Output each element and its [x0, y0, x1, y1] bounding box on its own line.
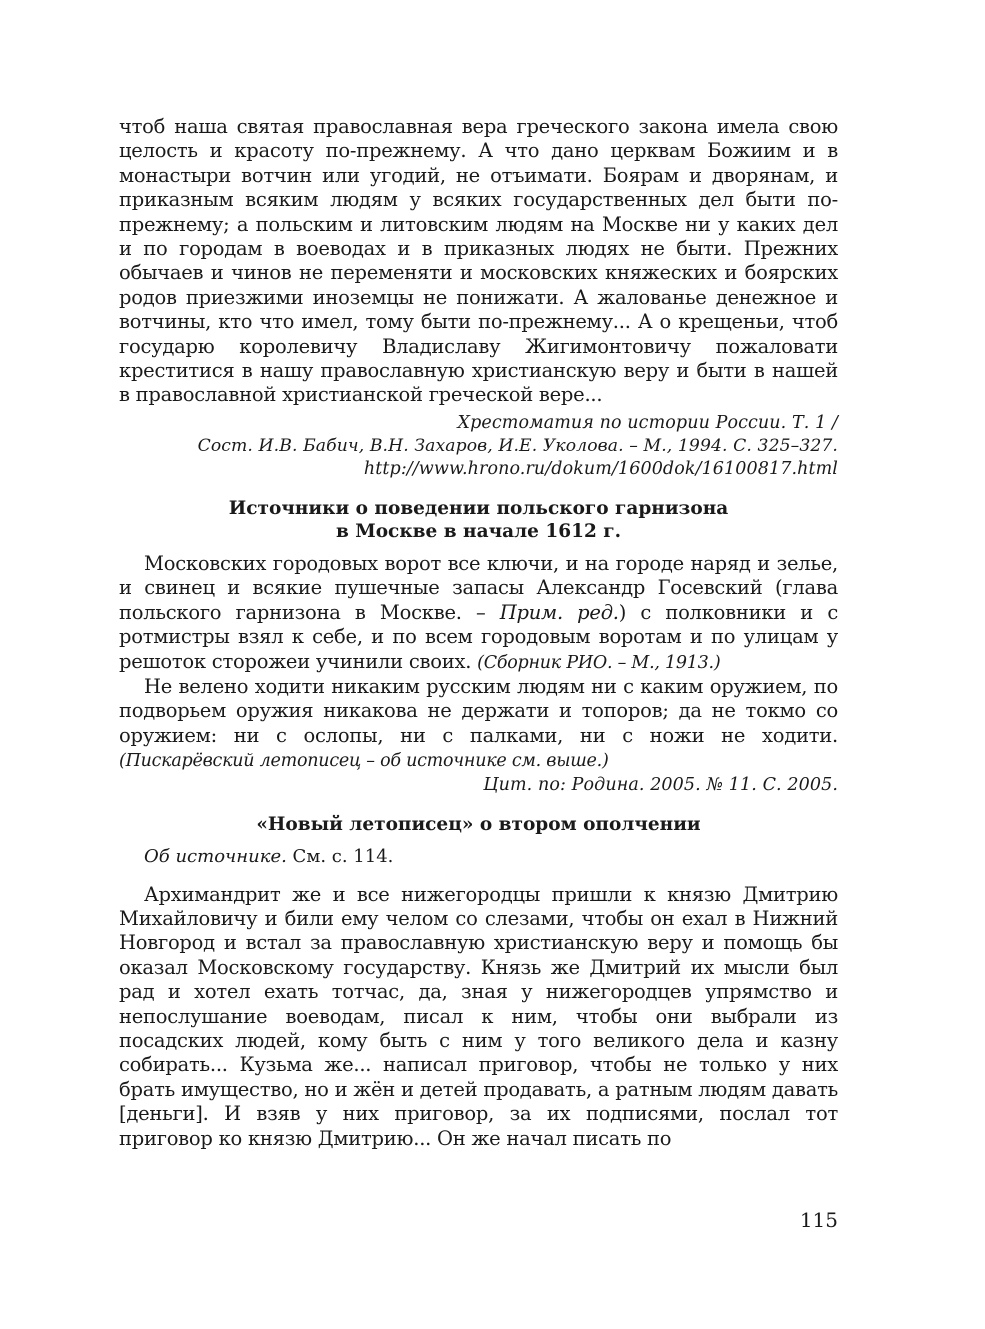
source-1-url: http://www.hrono.ru/dokum/1600dok/16100817.html	[363, 458, 838, 479]
page-content	[119, 115, 838, 1151]
section-2-paragraph: Архимандрит же и все нижегородцы пришли к князю Дмитрию Михайловичу и били ему челом со слезами, чтобы он ехал в Нижний Новгород и встал за православную христианскую веру и помощь бы оказал Московскому государству. Князь же Дмитрий их мысли был рад и хотел ехать тотчас, да, зная у нижегородцев упрямство и непослушание воеводам, писал к ним, чтобы они выбрали из посадских людей, кому быть с ним у того великого дела и казну собирать... Кузьма же... написал приговор, чтобы не только у них брать имущество, но и жён и детей продавать, а ратным людям давать [деньги]. И взяв у них приговор, за их подписями, послал тот приговор ко князю Дмитрию... Он же начал писать по	[119, 882, 838, 1150]
page-number: 115	[799, 1208, 838, 1232]
section-1-p1-text-b: ) с полковники и с ротмистры взял к себе, и по всем городовым воротам и по улицам у решоток сторожеи учинили своих.	[119, 600, 838, 673]
source-1-line-1: Хрестоматия по истории России. Т. 1 /	[457, 412, 838, 433]
about-text: См. с. 114.	[286, 845, 394, 867]
section-1-p2-text: Не велено ходити никаким русским людям ни с каким оружием, по подворьем оружия никакова не держати и топоров; да не токмо со оружием: ни с ослопы, ни с палками, ни с ножи не ходити.	[119, 674, 838, 747]
section-2-title: «Новый летописец» о втором ополчении	[256, 813, 701, 835]
editor-note: Прим. ред.	[499, 600, 619, 624]
section-1-p2-source-b: об источнике см. выше.)	[380, 751, 609, 772]
section-1-p1-source: (Сборник РИО. – М., 1913.)	[477, 652, 721, 673]
section-1-title-line-2: в Москве в начале 1612 г.	[335, 520, 622, 542]
intro-paragraph: чтоб наша святая православная вера греческого закона имела свою целость и красоту по-прежнему. А что дано церквам Божиим и в монастыри вотчин или угодий, не отъимати. Боярам и дворянам, и приказным всяким людям у всяких государственных дел быти по-прежнему; а польским и литовским людям на Москве ни у каких дел и по городам в воеводах и в приказных людях не быти. Прежних обычаев и чинов не переменяти и московских княжеских и боярских родов приезжими иноземцы не понижати. А жалованье денежное и вотчины, кто что имел, тому быти по-прежнему... А о крещеньи, чтоб государю королевичу Владиславу Жигимонтовичу пожаловати креститися в нашу православную христианскую веру и быти в нашей в православной христианской греческой вере...	[119, 115, 838, 407]
about-label: Об источнике.	[144, 845, 287, 867]
source-1-line-2: Сост. И.В. Бабич, В.Н. Захаров, И.Е. Уколова. – М., 1994. С. 325–327.	[197, 435, 838, 456]
source-citation-1	[119, 412, 838, 481]
section-1-paragraph-1	[119, 552, 838, 675]
section-1-title-line-1: Источники о поведении польского гарнизона	[228, 497, 729, 519]
section-1-p2-source-a: (Пискарёвский летописец –	[119, 751, 381, 772]
section-1-paragraph-2	[119, 675, 838, 774]
section-1-citation: Цит. по: Родина. 2005. № 11. С. 2005.	[483, 774, 838, 795]
section-2-about	[119, 845, 838, 869]
section-heading-1	[119, 497, 838, 543]
section-1-p1-text-a: Московских городовых ворот все ключи, и на городе наряд и зелье, и свинец и всякие пушечные запасы Александр Госевский (глава польского гарнизона в Москве. –	[119, 551, 838, 624]
